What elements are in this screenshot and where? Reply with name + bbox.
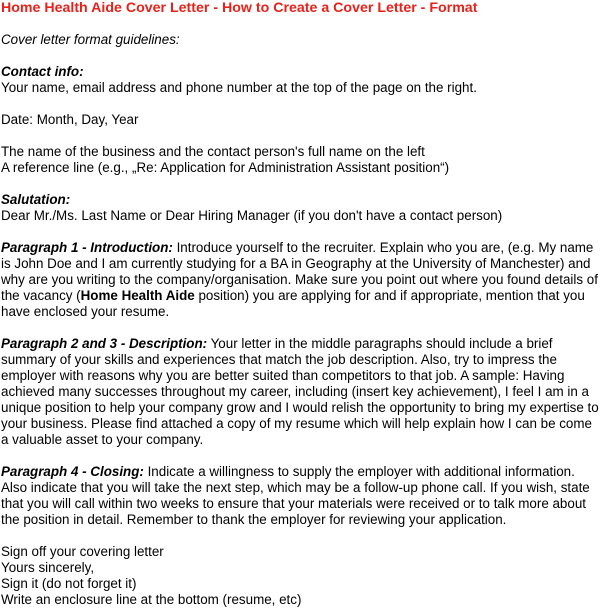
signoff-line-2: Yours sincerely, (1, 560, 95, 575)
spacer (1, 16, 600, 32)
spacer (1, 448, 600, 464)
reference-line: A reference line (e.g., „Re: Application for Administration Assistant position“) (1, 160, 450, 175)
spacer (1, 48, 600, 64)
date-line: Date: Month, Day, Year (1, 112, 139, 127)
spacer (1, 96, 600, 112)
paragraph-4-text: Indicate a willingness to supply the employer with additional information. Also indicate that you will take the next step, which may be a follow-up phone call. If you wish, state that you will call within two weeks to ensure that your materials were received or to talk more about the position in detail. Remember to thank the employer for reviewing your application. (1, 464, 590, 527)
signoff-line-3: Sign it (do not forget it) (1, 576, 137, 591)
job-title-highlight: Home Health Aide (80, 288, 195, 303)
paragraph-2-3 (1, 336, 600, 448)
paragraph-4-heading: Paragraph 4 - Closing: (1, 464, 144, 479)
paragraph-2-3-text: Your letter in the middle paragraphs should include a brief summary of your skills and experiences that match the job description. Also, try to impress the employer with reasons why you are better suited than competitors to that job. A sample: Having achieved many successes throughout my career, including (insert key achievement), I feel I am in a unique position to help your company grow and I would relish the opportunity to bring my expertise to your business. Please find attached a copy of my resume which will help explain how I can be come a valuable asset to your company. (1, 336, 599, 447)
paragraph-1-text-a: Introduce yourself to the recruiter. Explain who you are, (e.g. My name is John Doe and I am currently studying for a BA in Geography at the University of Manchester) and why are you writing to the company/organisation. Make sure you point out where you found details of the vacancy ( (1, 240, 598, 303)
signoff-line-1: Sign off your covering letter (1, 544, 164, 559)
paragraph-1 (1, 240, 600, 320)
paragraph-2-3-heading: Paragraph 2 and 3 - Description: (1, 336, 208, 351)
spacer (1, 528, 600, 544)
paragraph-1-heading: Paragraph 1 - Introduction: (1, 240, 173, 255)
contact-heading: Contact info: (1, 64, 84, 79)
spacer (1, 224, 600, 240)
contact-text: Your name, email address and phone number at the top of the page on the right. (1, 80, 477, 95)
business-line: The name of the business and the contact person's full name on the left (1, 144, 425, 159)
spacer (1, 320, 600, 336)
salutation-heading: Salutation: (1, 192, 71, 207)
spacer (1, 176, 600, 192)
paragraph-4 (1, 464, 600, 528)
spacer (1, 128, 600, 144)
intro-line: Cover letter format guidelines: (1, 32, 180, 47)
signoff-line-4: Write an enclosure line at the bottom (resume, etc) (1, 592, 302, 607)
page-title: Home Health Aide Cover Letter - How to Create a Cover Letter - Format (1, 0, 478, 16)
salutation-text: Dear Mr./Ms. Last Name or Dear Hiring Manager (if you don't have a contact person) (1, 208, 503, 223)
paragraph-1-text-b: position) you are applying for and if appropriate, mention that you have enclosed your resume. (1, 288, 585, 319)
